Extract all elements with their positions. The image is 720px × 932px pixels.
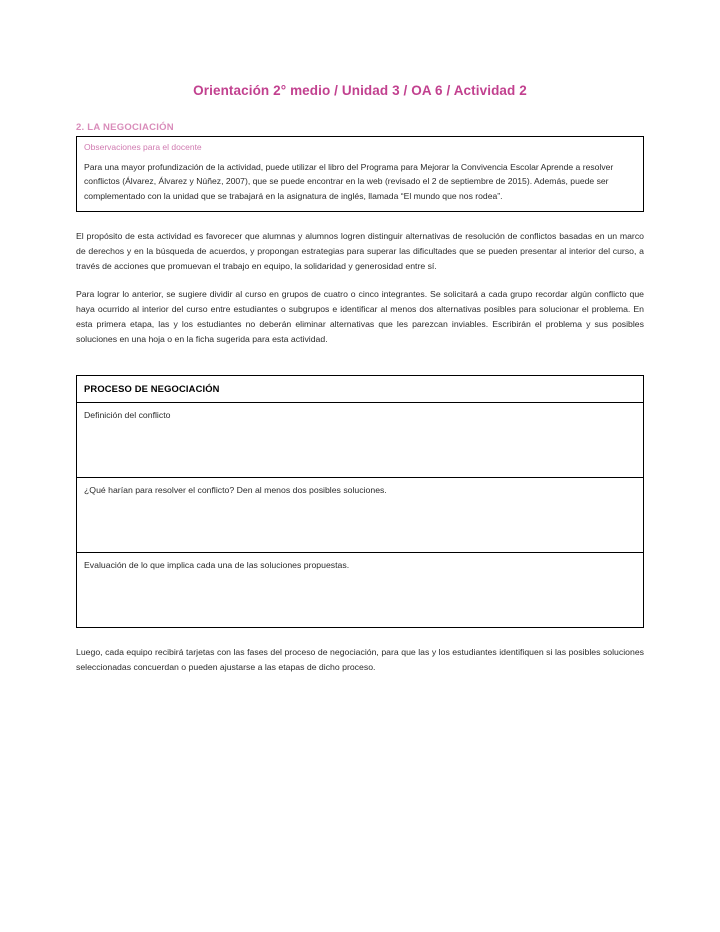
section-heading: 2. LA NEGOCIACIÓN [76,121,174,133]
table-row-header [77,376,644,403]
page-title: Orientación 2° medio / Unidad 3 / OA 6 / Actividad 2 [193,83,527,98]
table-row [77,403,644,478]
observations-label: Observaciones para el docente [84,141,202,152]
table-cell-solutions-prompt[interactable]: ¿Qué harían para resolver el conflicto? Den al menos dos posibles soluciones. [77,478,644,553]
table-header-cell: PROCESO DE NEGOCIACIÓN [77,376,644,403]
body-paragraph-1: El propósito de esta actividad es favorecer que alumnas y alumnos logren distinguir alternativas de resolución de conflictos basadas en un marco de derechos y en la búsqueda de acuerdos, y propongan estrategias para superar las dificultades que se pueden presentar al interior del curso, a través de acciones que promuevan el trabajo en equipo, la solidaridad y generosidad entre sí. [76,231,644,272]
body-paragraph-3: Luego, cada equipo recibirá tarjetas con las fases del proceso de negociación, para que las y los estudiantes identifiquen si las posibles soluciones seleccionadas concuerdan o pueden ajustarse a las etapas de dicho proceso. [76,647,644,673]
table-cell-definition-prompt[interactable]: Definición del conflicto [77,403,644,478]
table-row [77,553,644,628]
table-row [77,478,644,553]
teacher-observations-box [76,136,644,212]
document-content [76,0,644,675]
observations-text: Para una mayor profundización de la actividad, puede utilizar el libro del Programa para Mejorar la Convivencia Escolar Aprende a resolver conflictos (Álvarez, Álvarez y Núñez, 2007), que se puede encontrar en la web (revisado el 2 de septiembre de 2015). Además, puede ser complementado con la unidad que se trabajará en la asignatura de inglés, llamada “El mundo que nos rodea”. [84,161,614,201]
negotiation-process-table [76,375,644,628]
table-cell-evaluation-prompt[interactable]: Evaluación de lo que implica cada una de las soluciones propuestas. [77,553,644,628]
body-paragraph-2: Para lograr lo anterior, se sugiere dividir al curso en grupos de cuatro o cinco integrantes. Se solicitará a cada grupo recordar algún conflicto que haya ocurrido al interior del curso entre estudiantes o subgrupos e identificar al menos dos alternativas posibles para solucionar el problema. En esta primera etapa, las y los estudiantes no deberán eliminar alternativas que les parezcan inviables. Escribirán el problema y sus posibles soluciones en una hoja o en la ficha sugerida para esta actividad. [76,289,644,345]
